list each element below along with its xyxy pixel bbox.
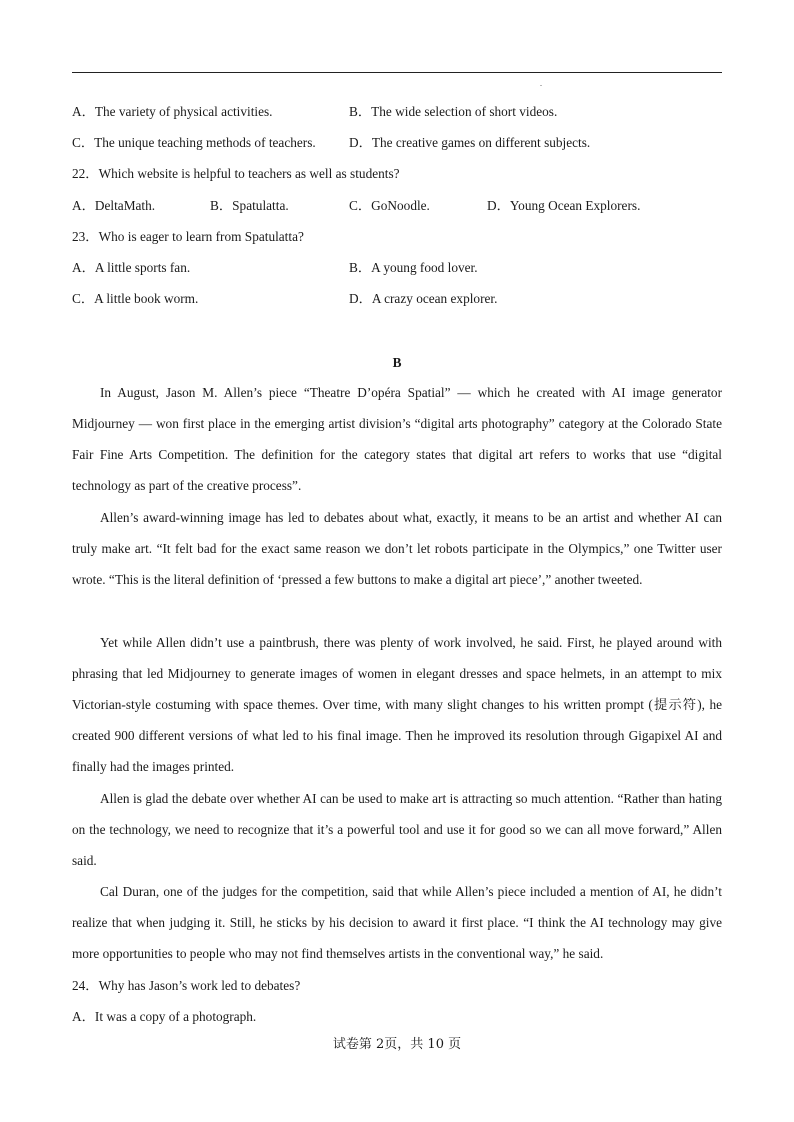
q21-option-b: B．The wide selection of short videos.	[349, 104, 558, 119]
q23-option-d: D．A crazy ocean explorer.	[349, 291, 498, 306]
header-rule	[72, 72, 722, 73]
q23-option-c: C．A little book worm.	[72, 291, 199, 306]
passage-paragraph-4-text: Allen is glad the debate over whether AI can be used to make art is attracting so much attention. “Rather than hating on the technology, we need to recognize that it’s a powerful tool and use it for good so we can all move forward,” Allen said.	[72, 791, 722, 868]
q21-option-c: C．The unique teaching methods of teachers.	[72, 135, 316, 150]
q22-option-b: B．Spatulatta.	[210, 198, 289, 213]
q24-stem: 24．Why has Jason’s work led to debates?	[72, 978, 301, 993]
q23-option-a: A．A little sports fan.	[72, 260, 191, 275]
page-footer: 试卷第 2页，共 10 页	[332, 1037, 462, 1052]
passage-paragraph-1	[72, 377, 722, 501]
passage-paragraph-4	[72, 783, 722, 876]
passage-paragraph-5-text: Cal Duran, one of the judges for the competition, said that while Allen’s piece included a mention of AI, he didn’t realize that when judging it. Still, he sticks by his decision to award it first place. “I think the AI technology may give more opportunities to people who may not find themselves artists in the conventional way,” he said.	[72, 884, 722, 961]
header-dot: .	[540, 79, 542, 88]
q22-stem: 22．Which website is helpful to teachers as well as students?	[72, 166, 400, 181]
q21-option-a: A．The variety of physical activities.	[72, 104, 273, 119]
passage-paragraph-3-text: Yet while Allen didn’t use a paintbrush, there was plenty of work involved, he said. First, he played around with phrasing that led Midjourney to generate images of women in elegant dresses and space helmets, in an attempt to mix Victorian-style costuming with space themes. Over time, with many slight changes to his written prompt (提示符), he created 900 different versions of what led to his final image. Then he improved its resolution through Gigapixel AI and finally had the images printed.	[72, 635, 722, 774]
q23-option-b: B．A young food lover.	[349, 260, 478, 275]
passage-paragraph-1-text: In August, Jason M. Allen’s piece “Theatre D’opéra Spatial” — which he created with AI image generator Midjourney — won first place in the emerging artist division’s “digital arts photography” category at the Colorado State Fair Fine Arts Competition. The definition for the category states that digital art refers to works that use “digital technology as part of the creative process”.	[72, 385, 722, 493]
q22-option-d: D．Young Ocean Explorers.	[487, 198, 641, 213]
q21-option-d: D．The creative games on different subjects.	[349, 135, 591, 150]
q23-stem: 23．Who is eager to learn from Spatulatta?	[72, 229, 304, 244]
q22-option-c: C．GoNoodle.	[349, 198, 430, 213]
q22-option-a: A．DeltaMath.	[72, 198, 156, 213]
passage-paragraph-2-text: Allen’s award-winning image has led to debates about what, exactly, it means to be an artist and whether AI can truly make art. “It felt bad for the exact same reason we don’t let robots participate in the Olympics,” one Twitter user wrote. “This is the literal definition of ‘pressed a few buttons to make a digital art piece’,” another tweeted.	[72, 510, 722, 587]
passage-paragraph-5	[72, 876, 722, 969]
section-heading: B	[392, 355, 402, 370]
passage-paragraph-3	[72, 627, 722, 782]
q24-option-a: A．It was a copy of a photograph.	[72, 1009, 257, 1024]
passage-paragraph-2	[72, 502, 722, 595]
